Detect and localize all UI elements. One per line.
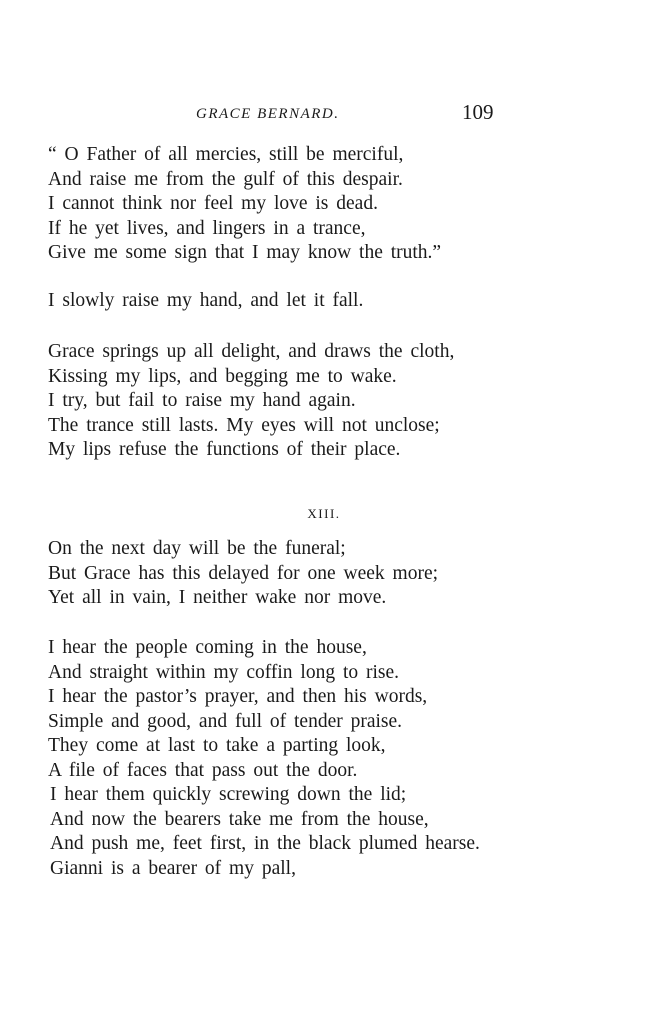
stanza-3	[48, 340, 454, 463]
verse-line: Kissing my lips, and begging me to wake.	[48, 365, 397, 387]
verse-line: “ O Father of all mercies, still be merciful,	[48, 144, 404, 165]
page-number: 109	[462, 100, 494, 124]
verse-line: I cannot think nor feel my love is dead.	[48, 193, 378, 214]
verse-line: And straight within my coffin long to rise.	[48, 661, 400, 683]
stanza-5	[48, 636, 480, 881]
stanza-2	[48, 289, 363, 314]
verse-line: And now the bearers take me from the house,	[50, 808, 429, 830]
verse-line: I try, but fail to raise my hand again.	[48, 390, 356, 411]
verse-line: And push me, feet first, in the black plumed hearse.	[50, 833, 480, 854]
verse-line: If he yet lives, and lingers in a trance,	[48, 217, 366, 239]
verse-line: Gianni is a bearer of my pall,	[50, 857, 296, 879]
verse-line: I hear the people coming in the house,	[48, 637, 367, 658]
verse-line: Simple and good, and full of tender praise.	[48, 710, 403, 732]
section-number: XIII.	[307, 506, 341, 521]
verse-line: A file of faces that pass out the door.	[48, 759, 358, 781]
verse-line: My lips refuse the functions of their place.	[48, 439, 401, 460]
stanza-4	[48, 537, 438, 611]
verse-line: Grace springs up all delight, and draws the cloth,	[48, 341, 455, 362]
verse-line: I slowly raise my hand, and let it fall.	[48, 290, 364, 311]
verse-line: Give me some sign that I may know the truth.”	[48, 242, 442, 263]
running-title: GRACE BERNARD.	[196, 106, 340, 122]
verse-line: And raise me from the gulf of this despair.	[48, 168, 403, 190]
verse-line: I hear them quickly screwing down the lid;	[50, 784, 407, 805]
verse-line: Yet all in vain, I neither wake nor move.	[48, 587, 387, 608]
verse-line: On the next day will be the funeral;	[48, 538, 346, 559]
verse-line: The trance still lasts. My eyes will not unclose;	[48, 414, 440, 436]
verse-line: They come at last to take a parting look,	[48, 735, 386, 756]
stanza-1	[48, 143, 441, 266]
verse-line: But Grace has this delayed for one week more;	[48, 562, 439, 584]
verse-line: I hear the pastor’s prayer, and then his words,	[48, 686, 428, 707]
